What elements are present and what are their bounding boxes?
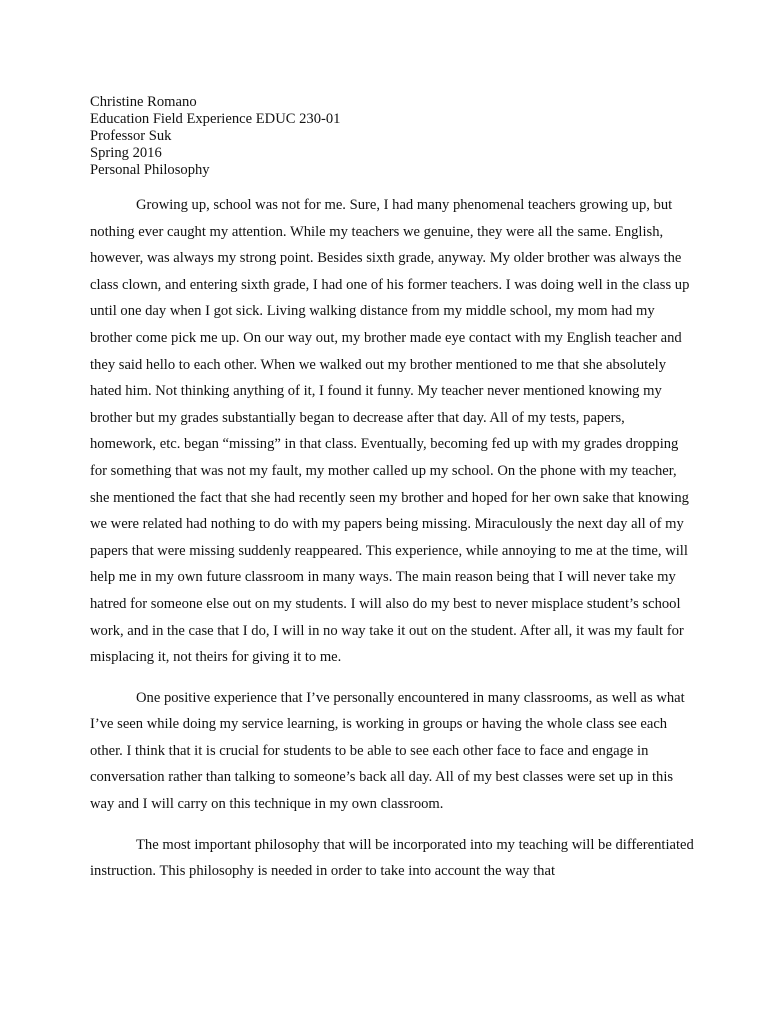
document-header (90, 94, 694, 179)
term: Spring 2016 (90, 145, 162, 161)
author-name: Christine Romano (90, 94, 197, 110)
document-body (90, 94, 694, 899)
paragraph: Growing up, school was not for me. Sure, I had many phenomenal teachers growing up, but nothing ever caught my attention. While my teachers we genuine, they were all the same. English, however, was always my strong point. Besides sixth grade, anyway. My older brother was always the class clown, and entering sixth grade, I had one of his former teachers. I was doing well in the class up until one day when I got sick. Living walking distance from my middle school, my mom had my brother come pick me up. On our way out, my brother made eye contact with my English teacher and they said hello to each other. When we walked out my brother mentioned to me that she absolutely hated him. Not thinking anything of it, I found it funny. My teacher never mentioned knowing my brother but my grades substantially began to decrease after that day. All of my tests, papers, homework, etc. began “missing” in that class. Eventually, becoming fed up with my grades dropping for something that was not my fault, my mother called up my school. On the phone with my teacher, she mentioned the fact that she had recently seen my brother and hoped for her own sake that knowing we were related had nothing to do with my papers being missing. Miraculously the next day all of my papers that were missing suddenly reappeared. This experience, while annoying to me at the time, will help me in my own future classroom in many ways. The main reason being that I will never take my hatred for someone else out on my students. I will also do my best to never misplace student’s school work, and in the case that I do, I will in no way take it out on the student. After all, it was my fault for misplacing it, not theirs for giving it to me. (90, 197, 690, 666)
paragraph: The most important philosophy that will be incorporated into my teaching will be differentiated instruction. This philosophy is needed in order to take into account the way that (90, 836, 694, 880)
essay-text (90, 192, 694, 885)
paragraph: One positive experience that I’ve personally encountered in many classrooms, as well as what I’ve seen while doing my service learning, is working in groups or having the whole class see each other. I think that it is crucial for students to be able to see each other face to face and engage in conversation rather than talking to someone’s back all day. All of my best classes were set up in this way and I will carry on this technique in my own classroom. (90, 689, 685, 813)
professor-name: Professor Suk (90, 128, 172, 144)
document-title: Personal Philosophy (90, 162, 210, 178)
course-name: Education Field Experience EDUC 230-01 (90, 111, 341, 127)
